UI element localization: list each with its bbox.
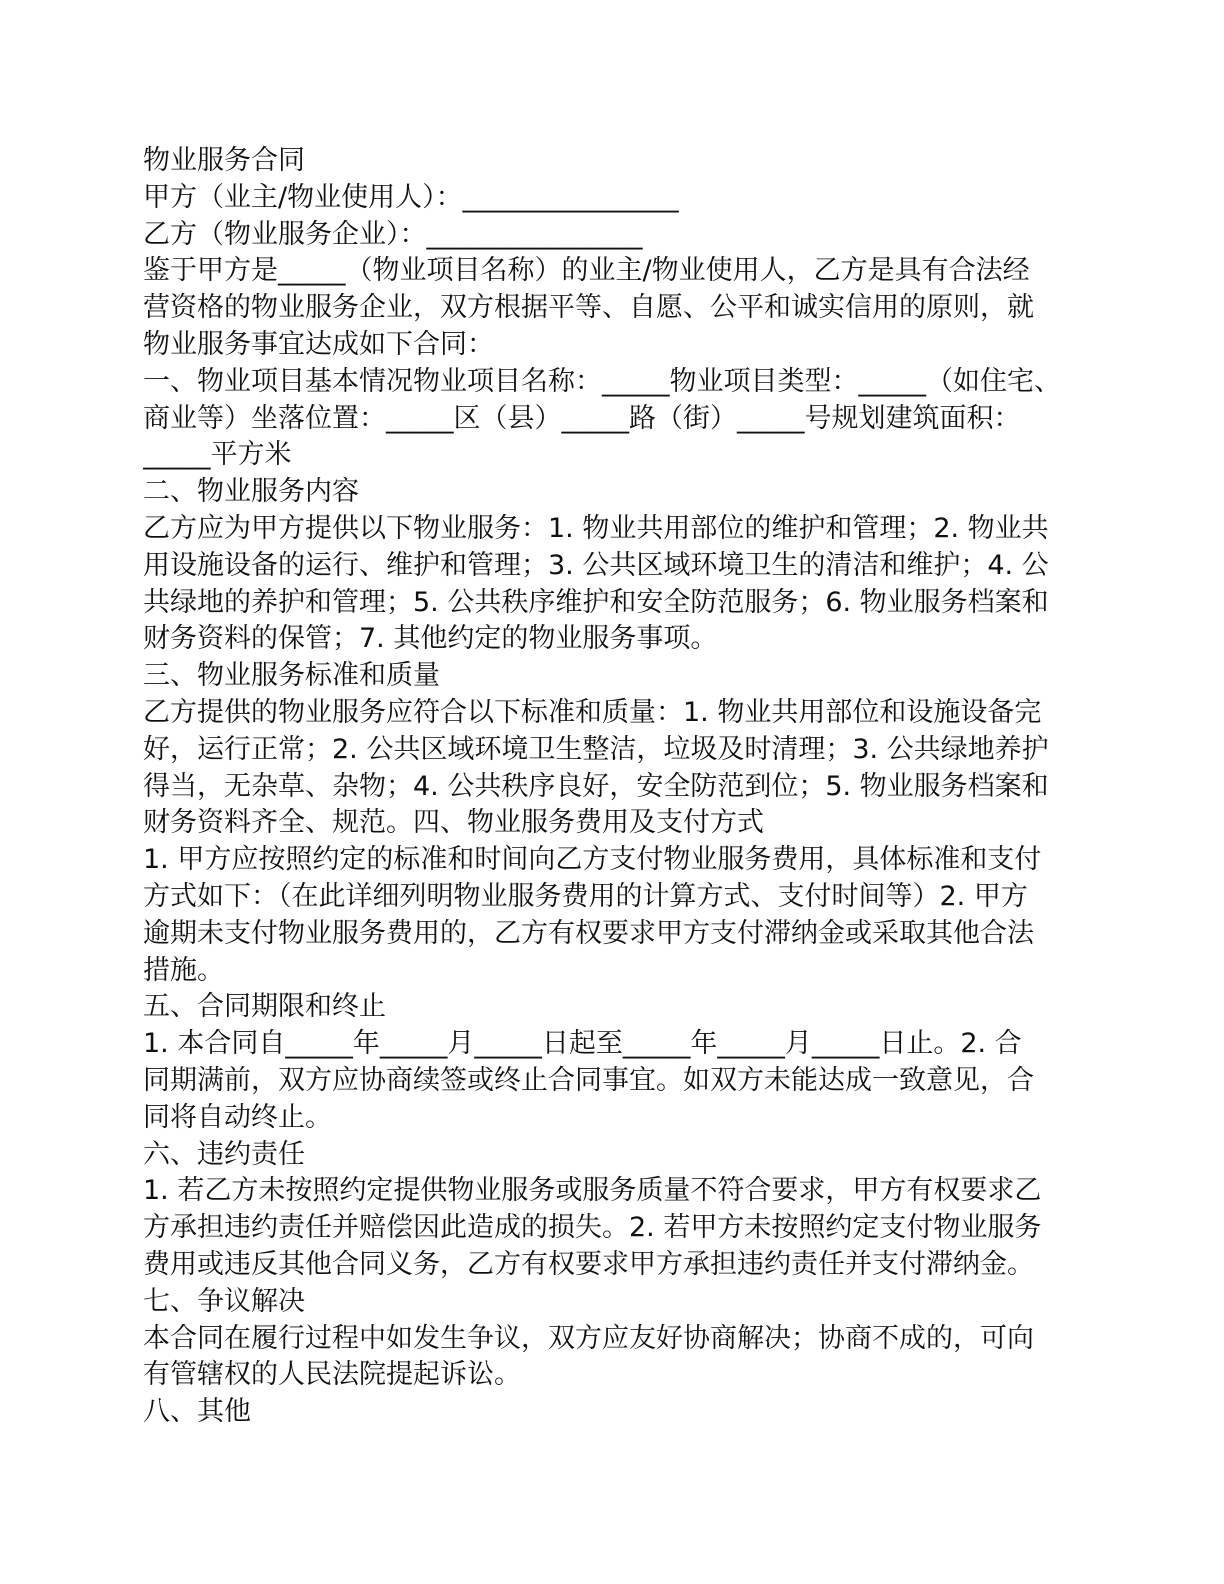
section-5-line: 同将自动终止。 — [143, 1101, 332, 1133]
preamble-line: 鉴于甲方是_____（物业项目名称）的业主/物业使用人，乙方是具有合法经 — [143, 255, 1030, 287]
section-1-line: 商业等）坐落位置：_____区（县）_____路（街）_____号规划建筑面积： — [143, 402, 1021, 434]
section-4-line: 逾期未支付物业服务费用的，乙方有权要求甲方支付滞纳金或采取其他合法 — [143, 917, 1034, 949]
section-6-heading: 六、违约责任 — [143, 1138, 305, 1170]
section-2-heading: 二、物业服务内容 — [143, 476, 359, 508]
section-4-line: 方式如下：（在此详细列明物业服务费用的计算方式、支付时间等）2. 甲方 — [143, 880, 1028, 912]
section-3-heading: 三、物业服务标准和质量 — [143, 660, 440, 692]
section-2-line: 财务资料的保管；7. 其他约定的物业服务事项。 — [143, 623, 718, 655]
document-title: 物业服务合同 — [143, 145, 305, 176]
section-3-line: 财务资料齐全、规范。四、物业服务费用及支付方式 — [143, 807, 764, 839]
section-3-line: 乙方提供的物业服务应符合以下标准和质量：1. 物业共用部位和设施设备完 — [143, 696, 1042, 728]
section-7-heading: 七、争议解决 — [143, 1285, 305, 1317]
section-2-line: 用设施设备的运行、维护和管理；3. 公共区域环境卫生的清洁和维护；4. 公 — [143, 549, 1049, 581]
section-5-line: 1. 本合同自_____年_____月_____日起至_____年_____月_____日止。2. 合 — [143, 1028, 1022, 1060]
document-body — [143, 143, 1088, 1431]
section-6-line: 费用或违反其他合同义务，乙方有权要求甲方承担违约责任并支付滞纳金。 — [143, 1248, 1034, 1280]
section-6-line: 方承担违约责任并赔偿因此造成的损失。2. 若甲方未按照约定支付物业服务 — [143, 1212, 1042, 1244]
section-4-line: 措施。 — [143, 954, 224, 986]
section-3-line: 得当，无杂草、杂物；4. 公共秩序良好，安全防范到位；5. 物业服务档案和 — [143, 770, 1049, 802]
section-1-line: 一、物业项目基本情况物业项目名称：_____物业项目类型：_____（如住宅、 — [143, 365, 1061, 397]
section-6-line: 1. 若乙方未按照约定提供物业服务或服务质量不符合要求，甲方有权要求乙 — [143, 1175, 1042, 1207]
preamble-line: 物业服务事宜达成如下合同： — [143, 328, 494, 360]
section-5-heading: 五、合同期限和终止 — [143, 991, 386, 1023]
section-7-line: 本合同在履行过程中如发生争议，双方应友好协商解决；协商不成的，可向 — [143, 1322, 1034, 1354]
party-a-line: 甲方（业主/物业使用人）：________________ — [143, 181, 679, 213]
section-7-line: 有管辖权的人民法院提起诉讼。 — [143, 1359, 521, 1391]
preamble-line: 营资格的物业服务企业，双方根据平等、自愿、公平和诚实信用的原则，就 — [143, 292, 1034, 324]
section-2-line: 乙方应为甲方提供以下物业服务：1. 物业共用部位的维护和管理；2. 物业共 — [143, 512, 1049, 544]
section-2-line: 共绿地的养护和管理；5. 公共秩序维护和安全防范服务；6. 物业服务档案和 — [143, 586, 1049, 618]
section-4-line: 1. 甲方应按照约定的标准和时间向乙方支付物业服务费用，具体标准和支付 — [143, 844, 1042, 876]
section-3-line: 好，运行正常；2. 公共区域环境卫生整洁，垃圾及时清理；3. 公共绿地养护 — [143, 733, 1049, 765]
section-8-heading: 八、其他 — [143, 1396, 251, 1428]
section-5-line: 同期满前，双方应协商续签或终止合同事宜。如双方未能达成一致意见，合 — [143, 1064, 1034, 1096]
party-b-line: 乙方（物业服务企业）：________________ — [143, 218, 643, 250]
section-1-line: _____平方米 — [143, 439, 292, 471]
